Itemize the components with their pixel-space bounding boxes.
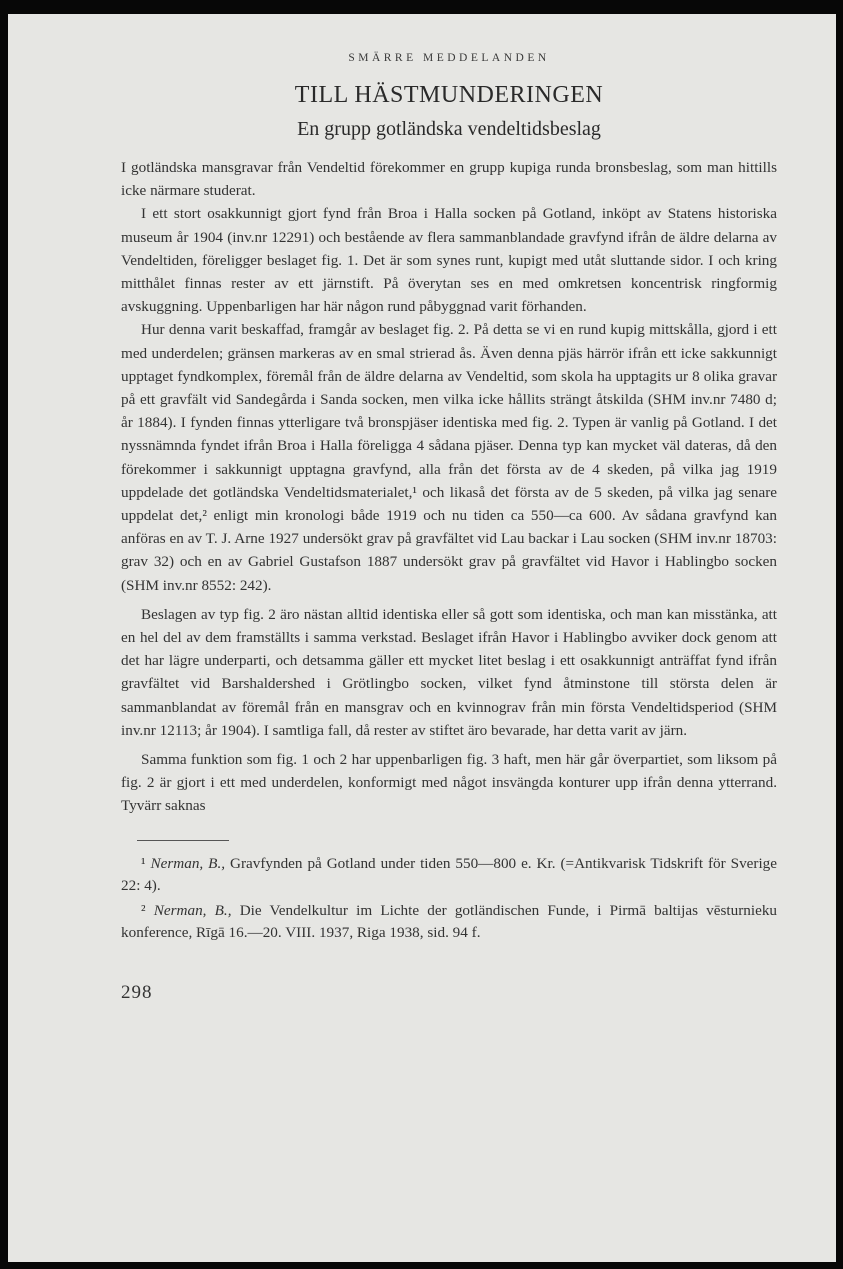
article-body [121,156,777,818]
footnote-mark: ² [141,901,146,919]
paragraph-1: I gotländska mansgravar från Vendeltid förekommer en grupp kupiga runda bronsbeslag, som man hittills icke närmare studerat. [121,159,777,200]
page-content [121,48,777,1004]
paragraph-5: Samma funktion som fig. 1 och 2 har uppenbarligen fig. 3 haft, men här går överpartiet, som liksom på fig. 2 är gjort i ett med underdelen, konformigt med något insvängda konturer upp ifrån denna ytterrand. Tyvärr saknas [121,751,777,815]
footnote-2 [121,900,777,944]
paragraph-2: I ett stort osakkunnigt gjort fynd från Broa i Halla socken på Gotland, inköpt av Statens historiska museum år 1904 (inv.nr 12291) och bestående av flera sammanblandade gravfynd ifrån de äldre delarna av Vendeltiden, föreligger beslaget fig. 1. Det är som synes runt, kupigt med utåt sluttande sidor. I och kring mitthålet finnas rester av ett järnstift. På överytan ses en med omkretsen koncentrisk ringformig avskuggning. Uppenbarligen har här någon rund påbyggnad varit förhanden. [121,205,777,316]
footnote-mark: ¹ [141,854,146,872]
footnote-rule [137,840,229,841]
footnote-author: Nerman, B., [150,854,226,872]
footnote-author: Nerman, B., [153,901,232,919]
paragraph-4: Beslagen av typ fig. 2 äro nästan alltid identiska eller så gott som identiska, och man kan misstänka, att en hel del av dem framställts i samma verkstad. Beslaget ifrån Havor i Hablingbo avviker dock genom att det har lägre underparti, och detsamma gäller ett mycket litet beslag i ett osakkunnigt anträffat fynd ifrån gravfältet vid Barshaldershed i Grötlingbo socken, vilket fynd åtminstone till största delen är sammanblandat av föremål från en mansgrav och en kvinnograv från min första Vendeltidsperiod (SHM inv.nr 12113; år 1904). I samtliga fall, då rester av stiftet äro bevarade, har detta varit av järn. [121,605,777,739]
running-head: SMÄRRE MEDDELANDEN [348,52,550,64]
footnote-text: Die Vendelkultur im Lichte der gotländischen Funde, i Pirmā baltijas vēsturnieku konference, Rīgā 16.—20. VIII. 1937, Riga 1938, sid. 94 f. [121,901,778,941]
page-number: 298 [121,981,153,1003]
article-subtitle: En grupp gotländska vendeltidsbeslag [297,118,601,140]
paragraph-3: Hur denna varit beskaffad, framgår av beslaget fig. 2. På detta se vi en rund kupig mittskålla, gjord i ett med underdelen; gränsen markeras av en smal strierad ås. Även denna pjäs härrör ifrån ett icke sakkunnigt upptaget fyndkomplex, föremål från de äldre delarna av Vendeltid, som skola ha upptagits ur 8 olika gravar på ett gravfält vid Sandegårda i Sanda socken, men vilka icke hållits strängt åtskilda (SHM inv.nr 7480 d; år 1884). I fynden finnas ytterligare två bronspjäser identiska med fig. 2. Typen är vanlig på Gotland. I det nyssnämnda fyndet ifrån Broa i Halla föreligga 4 sådana pjäser. Denna typ kan mycket väl dateras, då den förekommer i sakkunnigt upptagna gravfynd, alla från det första av de 4 skeden, på vilka jag 1919 uppdelade det gotländska Vendeltidsmaterialet,¹ och likaså det första av de 5 skeden, på vilka jag senare uppdelat det,² enligt min kronologi både 1919 och nu tiden ca 550—ca 600. Av sådana gravfynd kan anföras en av T. J. Arne 1927 undersökt grav på gravfältet vid Lau backar i Lau socken (SHM inv.nr 18703: grav 32) och en av Gabriel Gustafson 1887 undersökt grav på gravfältet vid Havor i Hablingbo socken (SHM inv.nr 8552: 242). [121,321,777,594]
footnotes [121,853,777,944]
footnote-1 [121,853,777,897]
footnote-text: Gravfynden på Gotland under tiden 550—800 e. Kr. (=Antikvarisk Tidskrift för Sverige 22: 4). [121,854,778,894]
article-title: TILL HÄSTMUNDERINGEN [294,82,604,108]
book-page [8,14,836,1262]
